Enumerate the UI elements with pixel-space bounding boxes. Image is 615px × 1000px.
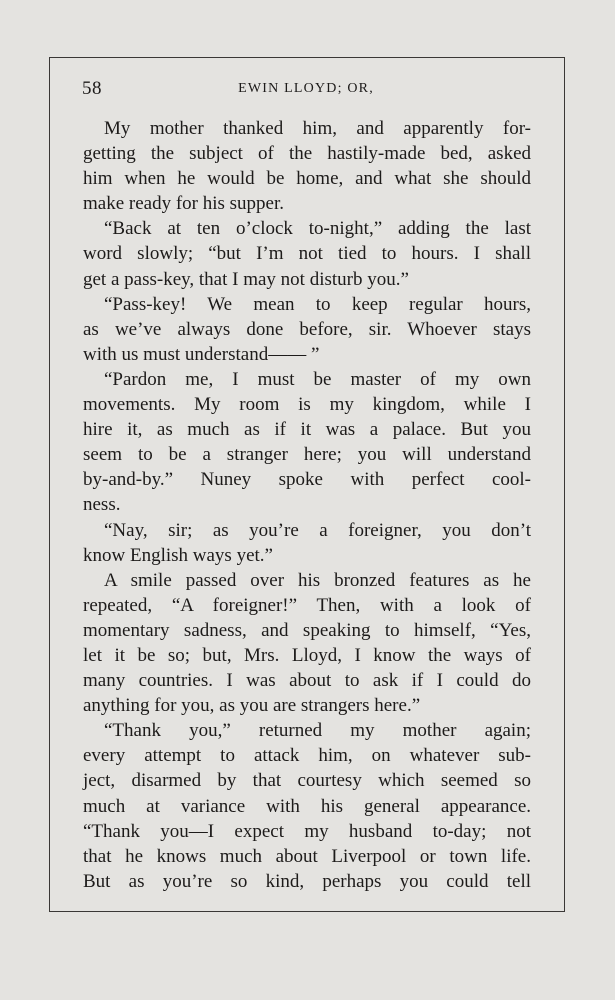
text-line: A smile passed over his bronzed features as he <box>104 569 531 591</box>
text-line: seem to be a stranger here; you will understand <box>83 444 531 466</box>
text-line: much at variance with his general appearance. <box>83 795 531 817</box>
running-head <box>82 78 530 100</box>
text-line: let it be so; but, Mrs. Lloyd, I know the ways of <box>83 644 531 666</box>
text-line: ject, disarmed by that courtesy which seemed so <box>83 770 531 792</box>
text-line: get a pass-key, that I may not disturb you.” <box>83 268 409 290</box>
text-line: hire it, as much as if it was a palace. But you <box>83 419 531 441</box>
text-line: as we’ve always done before, sir. Whoever stays <box>83 318 531 340</box>
text-line: My mother thanked him, and apparently for- <box>104 118 531 139</box>
text-line: that he knows much about Liverpool or town life. <box>83 845 531 867</box>
text-line: repeated, “A foreigner!” Then, with a look of <box>83 594 531 616</box>
page-number: 58 <box>82 78 102 99</box>
text-line: momentary sadness, and speaking to himself, “Yes, <box>83 619 531 641</box>
text-line: “Thank you,” returned my mother again; <box>104 720 531 742</box>
text-line: “Nay, sir; as you’re a foreigner, you don’t <box>104 519 531 541</box>
text-line: “Back at ten o’clock to-night,” adding the last <box>104 218 531 240</box>
text-line: ness. <box>83 494 121 516</box>
text-line: him when he would be home, and what she should <box>83 168 531 190</box>
text-line: “Thank you—I expect my husband to-day; not <box>83 820 531 842</box>
text-line: every attempt to attack him, on whatever sub- <box>83 745 531 767</box>
text-line: make ready for his supper. <box>83 193 285 215</box>
text-line: “Pardon me, I must be master of my own <box>104 368 531 390</box>
text-line: anything for you, as you are strangers here.” <box>83 695 421 717</box>
text-line: by-and-by.” Nuney spoke with perfect cool- <box>83 469 531 491</box>
text-line: But as you’re so kind, perhaps you could tell <box>83 870 531 892</box>
text-line: “Pass-key! We mean to keep regular hours, <box>104 293 531 315</box>
running-title: EWIN LLOYD; OR, <box>238 81 374 96</box>
text-line: know English ways yet.” <box>83 544 273 566</box>
text-line: getting the subject of the hastily-made bed, asked <box>83 143 531 165</box>
body-text <box>83 116 531 894</box>
text-line: movements. My room is my kingdom, while I <box>83 394 531 416</box>
text-line: word slowly; “but I’m not tied to hours. I shall <box>83 243 531 265</box>
text-line: with us must understand—— ” <box>83 343 320 365</box>
text-line: many countries. I was about to ask if I could do <box>83 670 531 692</box>
